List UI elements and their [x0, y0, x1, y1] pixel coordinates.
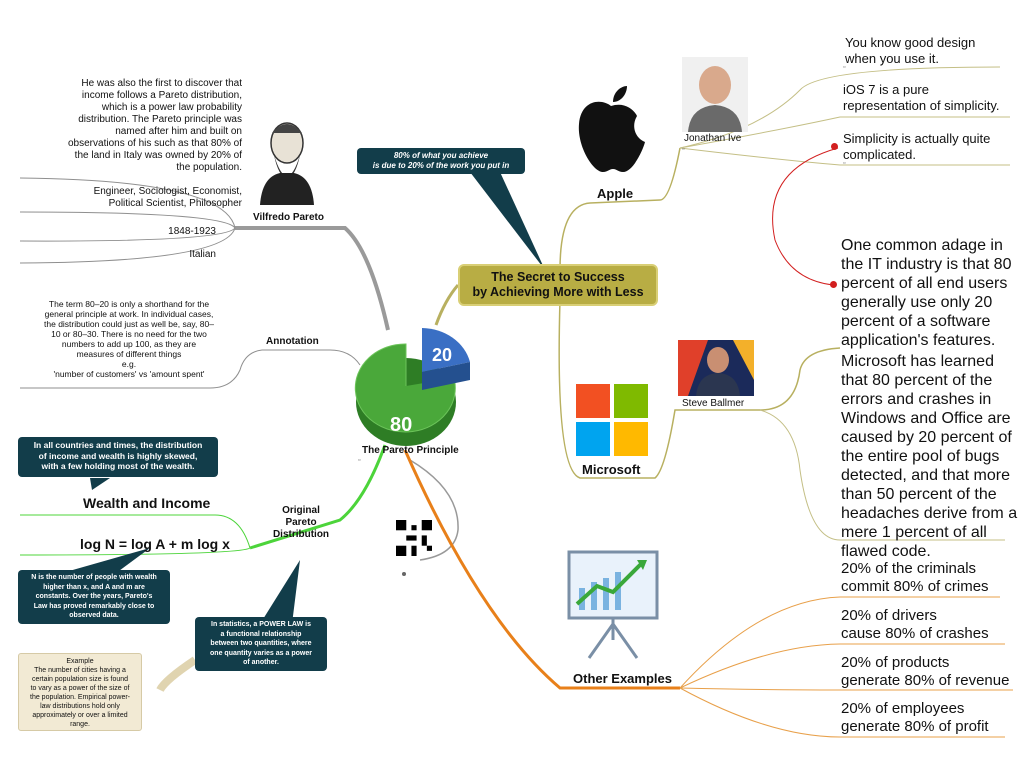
original-label[interactable]: Original Pareto Distribution — [272, 505, 330, 540]
callout-n: N is the number of people with wealth higher than x, and A and m are constants. Over the years, Pareto's Law has proved remarkably close to observed data. — [18, 570, 170, 624]
callout-power-law: In statistics, a POWER LAW is a functional relationship between two quantities, where one quantity varies as a power of another. — [195, 617, 327, 671]
pareto-formula: log N = log A + m log x — [80, 536, 230, 552]
pie-title[interactable]: The Pareto Principle — [362, 445, 459, 456]
pareto-nationality: Italian — [189, 249, 216, 260]
pie-label-80: 80 — [390, 414, 413, 436]
annotation-label[interactable]: Annotation — [266, 336, 319, 347]
pareto-name[interactable]: Vilfredo Pareto — [253, 212, 324, 223]
apple-quote-3: Simplicity is actually quite complicated. — [843, 131, 991, 162]
red-dot-top — [831, 143, 838, 150]
note-marker-q1: ▫ — [843, 64, 846, 71]
wealth-income: Wealth and Income — [83, 495, 211, 511]
qr-dot — [402, 572, 406, 576]
callout-skew: In all countries and times, the distribution of income and wealth is highly skewed, with a few holding most of the wealth. — [18, 437, 218, 477]
other-example-2: 20% of drivers cause 80% of crashes — [841, 607, 989, 642]
microsoft-text: Microsoft has learned that 80 percent of the errors and crashes in Windows and Office are caused by 20 percent of the entire pool of bugs detected, and that more than 50 percent of the headaches derive from a mere 1 percent of all flawed code. — [841, 353, 1018, 560]
other-example-4: 20% of employees generate 80% of profit — [841, 700, 989, 735]
note-marker-q3: ▫ — [843, 160, 846, 167]
steve-ballmer-photo — [678, 340, 754, 396]
central-topic[interactable]: The Secret to Success by Achieving More with Less — [458, 264, 658, 306]
apple-label[interactable]: Apple — [597, 186, 634, 201]
qr-code — [396, 520, 432, 556]
callout-achieve: 80% of what you achieve is due to 20% of the work you put in — [357, 148, 525, 174]
microsoft-label[interactable]: Microsoft — [582, 462, 641, 477]
apple-adage: One common adage in the IT industry is that 80 percent of all end users generally use only 20 percent of a software application's features. — [841, 237, 1012, 349]
pie-label-20: 20 — [432, 345, 453, 365]
link-pareto — [235, 228, 388, 330]
callout-skew-pointer — [90, 478, 110, 490]
pareto-bio: He was also the first to discover that income follows a Pareto distribution, which is a power law probability distribution. The Pareto principle was named after him and built on observations of his such as that 80% of the land in Italy was owned by 20% of the population. — [68, 78, 242, 173]
pareto-years: 1848-1923 — [168, 226, 216, 237]
other-example-3: 20% of products generate 80% of revenue — [841, 654, 1010, 689]
apple-quote-2: iOS 7 is a pure representation of simplicity. — [843, 82, 1000, 113]
note-marker-pie: ▫ — [358, 457, 361, 464]
apple-quote-1: You know good design when you use it. — [845, 35, 976, 66]
note-marker-ive: ▫ — [682, 146, 685, 153]
red-dot-bottom — [830, 281, 837, 288]
pareto-roles: Engineer, Sociologist, Economist, Political Scientist, Philosopher — [93, 186, 242, 209]
jonathan-ive-label: Jonathan Ive — [684, 133, 742, 144]
apple-logo-icon — [575, 84, 647, 174]
link-central-pie — [436, 285, 458, 325]
presentation-board-icon — [567, 548, 659, 660]
microsoft-logo-icon — [576, 384, 648, 456]
pareto-pie-chart — [354, 320, 474, 450]
callout-pointer — [470, 172, 545, 270]
annotation-text: The term 80–20 is only a shorthand for the general principle at work. In individual cases, the distribution could just as well be, say, 80– 10 or 80–30. There is no need for the two numbers to add up 100, as they are measures of different things e.g. 'number of customers' vs 'amount spent' — [44, 299, 214, 379]
link-red — [773, 148, 838, 285]
steve-ballmer-label: Steve Ballmer — [682, 398, 745, 409]
other-example-1: 20% of the criminals commit 80% of crimes — [841, 560, 989, 595]
link-example — [160, 660, 195, 690]
note-example: Example The number of cities having a certain population size is found to vary as a power of the size of the population. Empirical power- law distributions hold only approximately or over a limited range. — [18, 653, 142, 731]
other-examples-label[interactable]: Other Examples — [573, 671, 672, 686]
pareto-portrait — [252, 115, 322, 205]
jonathan-ive-photo — [682, 57, 748, 132]
